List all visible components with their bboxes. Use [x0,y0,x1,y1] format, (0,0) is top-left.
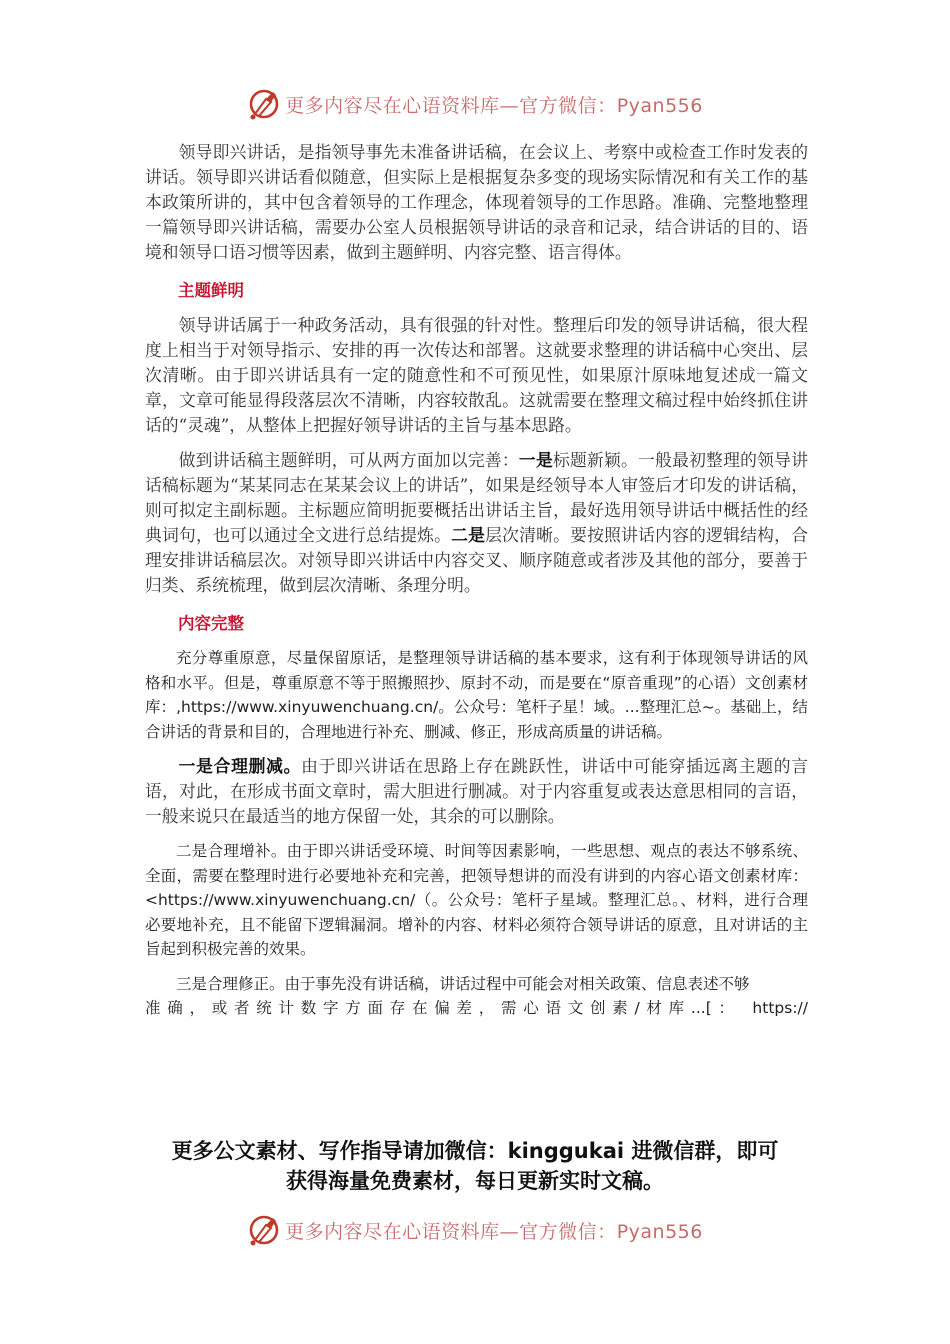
pen-nib-logo-icon [247,87,281,121]
wechat-notice [100,1136,850,1196]
banner-wechat-id: Pyan556 [616,94,703,117]
article-body [145,140,808,1021]
content-paragraph-4-line-1: 三是合理修正。由于事先没有讲话稿，讲话过程中可能会对相关政策、信息表述不够 [176,974,750,993]
theme-paragraph-2: 做到讲话稿主题鲜明，可从两方面加以完善：一是标题新颖。一般最初整理的领导讲话稿标题为“某某同志在某某会议上的讲话”，如果是经领导本人审签后才印发的讲话稿，则可拟定主副标题。主标题应简明扼要概括出讲话主旨，最好选用领导讲话中概括性的经典词句，也可以通过全文进行总结提炼。二是层次清晰。要按照讲话内容的逻辑结构，合理安排讲话稿层次。对领导即兴讲话中内容交叉、顺序随意或者涉及其他的部分，要善于归类、系统梳理，做到层次清晰、条理分明。 [145,450,808,595]
banner-site-text: 更多内容尽在心语资料库—官方微信：Pyan556 [285,1220,703,1243]
notice-line-1: 更多公文素材、写作指导请加微信：kinggukai 进微信群，即可 [171,1139,779,1163]
section-heading-theme: 主题鲜明 [178,281,244,300]
banner-wechat-id: Pyan556 [616,1220,703,1243]
footer-banner [0,1210,950,1250]
theme-paragraph-1: 领导讲话属于一种政务活动，具有很强的针对性。整理后印发的领导讲话稿，很大程度上相当于对领导指示、安排的再一次传达和部署。这就要求整理的讲话稿中心突出、层次清晰。由于即兴讲话具有一定的随意性和不可预见性，如果原汁原味地复述成一篇文章，文章可能显得段落层次不清晰，内容较散乱。这就需要在整理文稿过程中始终抓住讲话的“灵魂”，从整体上把握好领导讲话的主旨与基本思路。 [145,315,808,435]
content-paragraph-3: 二是合理增补。由于即兴讲话受环境、时间等因素影响，一些思想、观点的表达不够系统、全面，需要在整理时进行必要地补充和完善，把领导想讲的而没有讲到的内容心语文创素材库：<https://www.xinyuwenchuang.cn/（。公众号：笔杆子星域。整理汇总。、材料，进行合理必要地补充，且不能留下逻辑漏洞。增补的内容、材料必须符合领导讲话的原意，且对讲话的主旨起到积极完善的效果。 [145,842,808,958]
notice-line-2: 获得海量免费素材，每日更新实时文稿。 [286,1169,664,1193]
content-paragraph-1: 充分尊重原意，尽量保留原话，是整理领导讲话稿的基本要求，这有利于体现领导讲话的风格和水平。但是，尊重原意不等于照搬照抄、原封不动，而是要在“原音重现”的心语）文创素材库：,https://www.xinyuwenchuang.cn/。公众号：笔杆子星！域。...整理汇总~。基础上，结合讲话的背景和目的，合理地进行补充、删减、修正，形成高质量的讲话稿。 [145,649,808,741]
content-paragraph-2: 一是合理删减。由于即兴讲话在思路上存在跳跃性，讲话中可能穿插远离主题的言语，对此，在形成书面文章时，需大胆进行删减。对于内容重复或表达意思相同的言语，一般来说只在最适当的地方保留一处，其余的可以删除。 [145,756,808,826]
section-heading-content: 内容完整 [178,614,244,633]
banner-site-text: 更多内容尽在心语资料库—官方微信：Pyan556 [285,94,703,117]
content-paragraph-4-line-2: 准确，或者统计数字方面存在偏差，需心语文创素/材库...[： https:// [145,999,808,1017]
intro-paragraph: 领导即兴讲话，是指领导事先未准备讲话稿，在会议上、考察中或检查工作时发表的讲话。领导即兴讲话看似随意，但实际上是根据复杂多变的现场实际情况和有关工作的基本政策所讲的，其中包含着领导的工作理念，体现着领导的工作思路。准确、完整地整理一篇领导即兴讲话稿，需要办公室人员根据领导讲话的录音和记录，结合讲话的目的、语境和领导口语习惯等因素，做到主题鲜明、内容完整、语言得体。 [145,142,808,262]
header-banner [0,84,950,124]
pen-nib-logo-icon [247,1213,281,1247]
